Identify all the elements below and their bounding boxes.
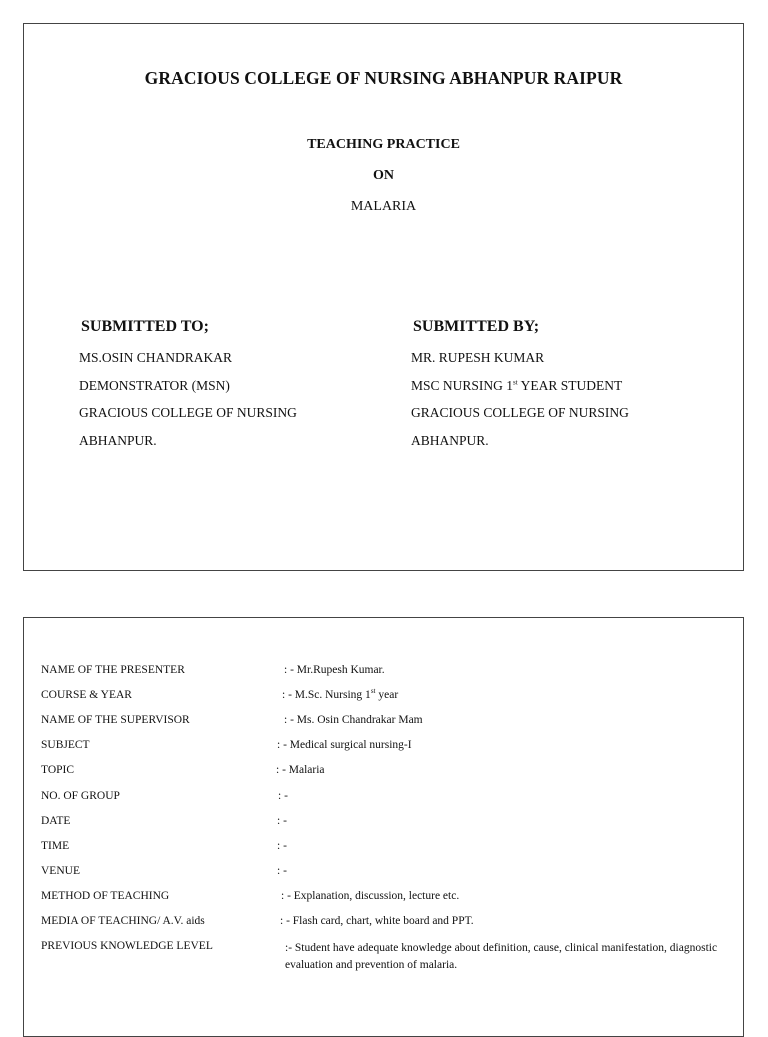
info-row-topic: [41, 764, 729, 782]
info-label: DATE: [41, 815, 71, 827]
info-label: NO. OF GROUP: [41, 790, 120, 802]
info-label: NAME OF THE SUPERVISOR: [41, 714, 190, 726]
title-page: [23, 23, 744, 571]
info-row-presenter: [41, 664, 729, 682]
info-row-venue: [41, 865, 729, 883]
info-value: : - M.Sc. Nursing 1st year: [282, 687, 399, 701]
student-place: ABHANPUR.: [411, 433, 489, 448]
submitted-by-heading: SUBMITTED BY;: [413, 318, 540, 335]
info-value: : - Malaria: [276, 764, 325, 776]
info-label: SUBJECT: [41, 739, 90, 751]
supervisor-name: MS.OSIN CHANDRAKAR: [79, 350, 233, 365]
info-value: : - Flash card, chart, white board and PPT.: [280, 915, 474, 927]
info-row-media: [41, 915, 729, 933]
student-institution: GRACIOUS COLLEGE OF NURSING: [411, 405, 629, 420]
submitted-to-heading: SUBMITTED TO;: [81, 318, 209, 335]
supervisor-institution: GRACIOUS COLLEGE OF NURSING: [79, 405, 297, 420]
info-row-supervisor: [41, 714, 729, 732]
info-label: TOPIC: [41, 764, 75, 776]
supervisor-place: ABHANPUR.: [79, 433, 157, 448]
student-name: MR. RUPESH KUMAR: [411, 350, 545, 365]
topic-heading: MALARIA: [350, 199, 417, 214]
info-row-time: [41, 840, 729, 858]
on-heading: ON: [373, 168, 394, 183]
info-row-course: [41, 689, 729, 707]
info-value: : -: [278, 790, 288, 802]
info-label: COURSE & YEAR: [41, 689, 132, 701]
info-label: MEDIA OF TEACHING/ A.V. aids: [41, 915, 205, 927]
lesson-info-page: [23, 617, 744, 1037]
info-label: VENUE: [41, 865, 80, 877]
info-value: : - Medical surgical nursing-I: [277, 739, 412, 751]
info-value: : -: [277, 840, 287, 852]
info-row-date: [41, 815, 729, 833]
teaching-practice-heading: TEACHING PRACTICE: [307, 137, 460, 152]
info-row-subject: [41, 739, 729, 757]
info-value: : -: [277, 815, 287, 827]
info-row-previous-knowledge: [41, 940, 729, 971]
info-value: : - Ms. Osin Chandrakar Mam: [284, 714, 423, 726]
info-label: METHOD OF TEACHING: [41, 890, 170, 902]
info-value: : - Explanation, discussion, lecture etc.: [281, 890, 460, 902]
info-row-group: [41, 790, 729, 808]
student-course: MSC NURSING 1st YEAR STUDENT: [411, 378, 623, 393]
info-row-method: [41, 890, 729, 908]
info-value: : - Mr.Rupesh Kumar.: [284, 664, 385, 676]
info-label: TIME: [41, 840, 70, 852]
info-value: : -: [277, 865, 287, 877]
info-label: NAME OF THE PRESENTER: [41, 664, 185, 676]
info-value: :- Student have adequate knowledge about definition, cause, clinical manifestation, diagnostic evaluation and prevention of malaria.: [285, 942, 718, 971]
college-name: GRACIOUS COLLEGE OF NURSING ABHANPUR RAIPUR: [144, 68, 623, 88]
info-label: PREVIOUS KNOWLEDGE LEVEL: [41, 940, 213, 952]
supervisor-designation: DEMONSTRATOR (MSN): [79, 378, 230, 393]
